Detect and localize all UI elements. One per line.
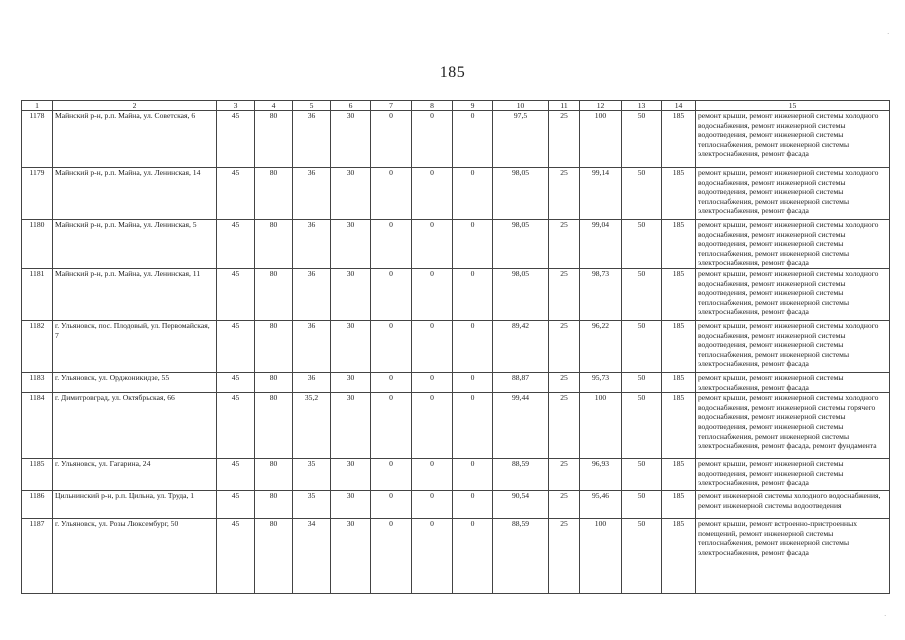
col-7: 0	[371, 491, 412, 519]
column-header: 15	[696, 101, 890, 111]
column-header: 2	[53, 101, 217, 111]
works-list: ремонт крыши, ремонт встроенно-пристроенных помещений, ремонт инженерной системы теплоснабжения, ремонт инженерной системы электроснабжения, ремонт фасада	[696, 519, 890, 594]
col-11: 25	[549, 111, 580, 168]
col-3: 45	[217, 168, 255, 220]
works-list: ремонт крыши, ремонт инженерной системы холодного водоснабжения, ремонт инженерной системы водоотведения, ремонт инженерной системы теплоснабжения, ремонт инженерной системы электроснабжения, ремонт фасада	[696, 269, 890, 321]
col-5: 36	[293, 269, 331, 321]
col-5: 36	[293, 373, 331, 393]
col-13: 50	[622, 321, 662, 373]
row-number: 1178	[22, 111, 53, 168]
row-number: 1182	[22, 321, 53, 373]
col-12: 100	[580, 519, 622, 594]
col-4: 80	[255, 393, 293, 459]
works-list: ремонт крыши, ремонт инженерной системы холодного водоснабжения, ремонт инженерной системы водоотведения, ремонт инженерной системы теплоснабжения, ремонт инженерной системы электроснабжения, ремонт фасада	[696, 220, 890, 269]
col-9: 0	[453, 269, 493, 321]
col-9: 0	[453, 321, 493, 373]
col-14: 185	[662, 459, 696, 491]
col-6: 30	[331, 269, 371, 321]
col-9: 0	[453, 168, 493, 220]
col-7: 0	[371, 519, 412, 594]
address: г. Ульяновск, ул. Розы Люксембург, 50	[53, 519, 217, 594]
table-row	[22, 220, 890, 269]
col-10: 99,44	[493, 393, 549, 459]
col-6: 30	[331, 168, 371, 220]
table-row	[22, 321, 890, 373]
column-header: 1	[22, 101, 53, 111]
row-number: 1180	[22, 220, 53, 269]
col-3: 45	[217, 393, 255, 459]
col-6: 30	[331, 111, 371, 168]
works-list: ремонт инженерной системы холодного водоснабжения, ремонт инженерной системы водоотведения	[696, 491, 890, 519]
col-9: 0	[453, 519, 493, 594]
address: г. Ульяновск, ул. Орджоникидзе, 55	[53, 373, 217, 393]
col-5: 35,2	[293, 393, 331, 459]
col-7: 0	[371, 168, 412, 220]
col-8: 0	[412, 168, 453, 220]
works-list: ремонт крыши, ремонт инженерной системы холодного водоснабжения, ремонт инженерной системы водоотведения, ремонт инженерной системы теплоснабжения, ремонт инженерной системы электроснабжения, ремонт фасада	[696, 321, 890, 373]
col-13: 50	[622, 519, 662, 594]
col-4: 80	[255, 373, 293, 393]
col-8: 0	[412, 393, 453, 459]
col-12: 96,22	[580, 321, 622, 373]
col-7: 0	[371, 220, 412, 269]
col-3: 45	[217, 373, 255, 393]
col-6: 30	[331, 373, 371, 393]
col-7: 0	[371, 393, 412, 459]
col-4: 80	[255, 491, 293, 519]
col-3: 45	[217, 459, 255, 491]
col-14: 185	[662, 321, 696, 373]
col-13: 50	[622, 373, 662, 393]
col-9: 0	[453, 491, 493, 519]
col-7: 0	[371, 459, 412, 491]
table-row	[22, 269, 890, 321]
col-9: 0	[453, 393, 493, 459]
col-10: 98,05	[493, 168, 549, 220]
column-header: 10	[493, 101, 549, 111]
col-8: 0	[412, 321, 453, 373]
works-list: ремонт крыши, ремонт инженерной системы электроснабжения, ремонт фасада	[696, 373, 890, 393]
col-6: 30	[331, 459, 371, 491]
col-5: 36	[293, 168, 331, 220]
works-list: ремонт крыши, ремонт инженерной системы холодного водоснабжения, ремонт инженерной системы водоотведения, ремонт инженерной системы теплоснабжения, ремонт инженерной системы электроснабжения, ремонт фасада	[696, 111, 890, 168]
col-13: 50	[622, 111, 662, 168]
table-row	[22, 459, 890, 491]
row-number: 1183	[22, 373, 53, 393]
col-5: 35	[293, 491, 331, 519]
col-7: 0	[371, 269, 412, 321]
table-row	[22, 519, 890, 594]
col-11: 25	[549, 168, 580, 220]
column-header: 14	[662, 101, 696, 111]
col-8: 0	[412, 519, 453, 594]
col-11: 25	[549, 459, 580, 491]
col-8: 0	[412, 491, 453, 519]
header-row	[22, 101, 890, 111]
col-6: 30	[331, 220, 371, 269]
col-9: 0	[453, 111, 493, 168]
col-11: 25	[549, 491, 580, 519]
col-5: 35	[293, 459, 331, 491]
row-number: 1186	[22, 491, 53, 519]
col-6: 30	[331, 393, 371, 459]
address: г. Ульяновск, пос. Плодовый, ул. Первомайская, 7	[53, 321, 217, 373]
works-list: ремонт крыши, ремонт инженерной системы холодного водоснабжения, ремонт инженерной системы водоотведения, ремонт инженерной системы теплоснабжения, ремонт инженерной системы электроснабжения, ремонт фасада	[696, 168, 890, 220]
col-8: 0	[412, 220, 453, 269]
column-header: 13	[622, 101, 662, 111]
column-header: 3	[217, 101, 255, 111]
column-header: 9	[453, 101, 493, 111]
col-4: 80	[255, 220, 293, 269]
col-7: 0	[371, 111, 412, 168]
col-3: 45	[217, 269, 255, 321]
col-4: 80	[255, 168, 293, 220]
col-11: 25	[549, 373, 580, 393]
col-14: 185	[662, 269, 696, 321]
col-14: 185	[662, 491, 696, 519]
col-14: 185	[662, 519, 696, 594]
column-header: 8	[412, 101, 453, 111]
col-8: 0	[412, 373, 453, 393]
col-11: 25	[549, 519, 580, 594]
row-number: 1181	[22, 269, 53, 321]
col-13: 50	[622, 459, 662, 491]
col-7: 0	[371, 373, 412, 393]
col-6: 30	[331, 491, 371, 519]
column-header: 5	[293, 101, 331, 111]
col-12: 99,04	[580, 220, 622, 269]
page-number: 185	[439, 64, 466, 81]
col-5: 34	[293, 519, 331, 594]
col-11: 25	[549, 321, 580, 373]
row-number: 1184	[22, 393, 53, 459]
col-13: 50	[622, 491, 662, 519]
col-10: 98,05	[493, 269, 549, 321]
address: Майнский р-н, р.п. Майна, ул. Ленинская, 11	[53, 269, 217, 321]
register-table	[21, 100, 890, 594]
col-12: 95,46	[580, 491, 622, 519]
scan-mark: ·	[884, 612, 887, 620]
address: г. Ульяновск, ул. Гагарина, 24	[53, 459, 217, 491]
col-10: 97,5	[493, 111, 549, 168]
col-5: 36	[293, 321, 331, 373]
row-number: 1185	[22, 459, 53, 491]
col-3: 45	[217, 519, 255, 594]
col-10: 98,05	[493, 220, 549, 269]
column-header: 7	[371, 101, 412, 111]
col-4: 80	[255, 459, 293, 491]
col-3: 45	[217, 321, 255, 373]
col-14: 185	[662, 168, 696, 220]
works-list: ремонт крыши, ремонт инженерной системы водоотведения, ремонт инженерной системы электроснабжения, ремонт фасада	[696, 459, 890, 491]
col-11: 25	[549, 393, 580, 459]
col-11: 25	[549, 269, 580, 321]
col-10: 88,59	[493, 519, 549, 594]
col-8: 0	[412, 269, 453, 321]
col-10: 89,42	[493, 321, 549, 373]
address: Майнский р-н, р.п. Майна, ул. Советская, 6	[53, 111, 217, 168]
row-number: 1179	[22, 168, 53, 220]
col-12: 99,14	[580, 168, 622, 220]
col-4: 80	[255, 269, 293, 321]
col-5: 36	[293, 220, 331, 269]
col-13: 50	[622, 220, 662, 269]
col-3: 45	[217, 491, 255, 519]
col-7: 0	[371, 321, 412, 373]
col-4: 80	[255, 519, 293, 594]
col-14: 185	[662, 220, 696, 269]
col-9: 0	[453, 459, 493, 491]
col-12: 100	[580, 111, 622, 168]
table-row	[22, 491, 890, 519]
address: Майнский р-н, р.п. Майна, ул. Ленинская, 14	[53, 168, 217, 220]
col-3: 45	[217, 220, 255, 269]
table-row	[22, 168, 890, 220]
col-12: 100	[580, 393, 622, 459]
column-header: 6	[331, 101, 371, 111]
col-6: 30	[331, 321, 371, 373]
row-number: 1187	[22, 519, 53, 594]
col-14: 185	[662, 373, 696, 393]
col-5: 36	[293, 111, 331, 168]
col-4: 80	[255, 321, 293, 373]
column-header: 4	[255, 101, 293, 111]
col-4: 80	[255, 111, 293, 168]
column-header: 11	[549, 101, 580, 111]
col-9: 0	[453, 220, 493, 269]
col-12: 98,73	[580, 269, 622, 321]
address: г. Димитровград, ул. Октябрьская, 66	[53, 393, 217, 459]
table-row	[22, 393, 890, 459]
col-12: 95,73	[580, 373, 622, 393]
col-12: 96,93	[580, 459, 622, 491]
col-10: 88,59	[493, 459, 549, 491]
col-3: 45	[217, 111, 255, 168]
address: Цильнинский р-н, р.п. Цильна, ул. Труда, 1	[53, 491, 217, 519]
table-row	[22, 111, 890, 168]
col-14: 185	[662, 111, 696, 168]
col-6: 30	[331, 519, 371, 594]
scan-mark: ·	[887, 30, 890, 38]
works-list: ремонт крыши, ремонт инженерной системы холодного водоснабжения, ремонт инженерной системы горячего водоснабжения, ремонт инженерной системы водоотведения, ремонт инженерной системы теплоснабжения, ремонт инженерной системы электроснабжения, ремонт фасада, ремонт фундамента	[696, 393, 890, 459]
col-8: 0	[412, 459, 453, 491]
col-13: 50	[622, 393, 662, 459]
column-header: 12	[580, 101, 622, 111]
col-8: 0	[412, 111, 453, 168]
col-13: 50	[622, 168, 662, 220]
table-row	[22, 373, 890, 393]
col-11: 25	[549, 220, 580, 269]
col-10: 90,54	[493, 491, 549, 519]
col-9: 0	[453, 373, 493, 393]
col-10: 88,87	[493, 373, 549, 393]
col-13: 50	[622, 269, 662, 321]
address: Майнский р-н, р.п. Майна, ул. Ленинская, 5	[53, 220, 217, 269]
col-14: 185	[662, 393, 696, 459]
